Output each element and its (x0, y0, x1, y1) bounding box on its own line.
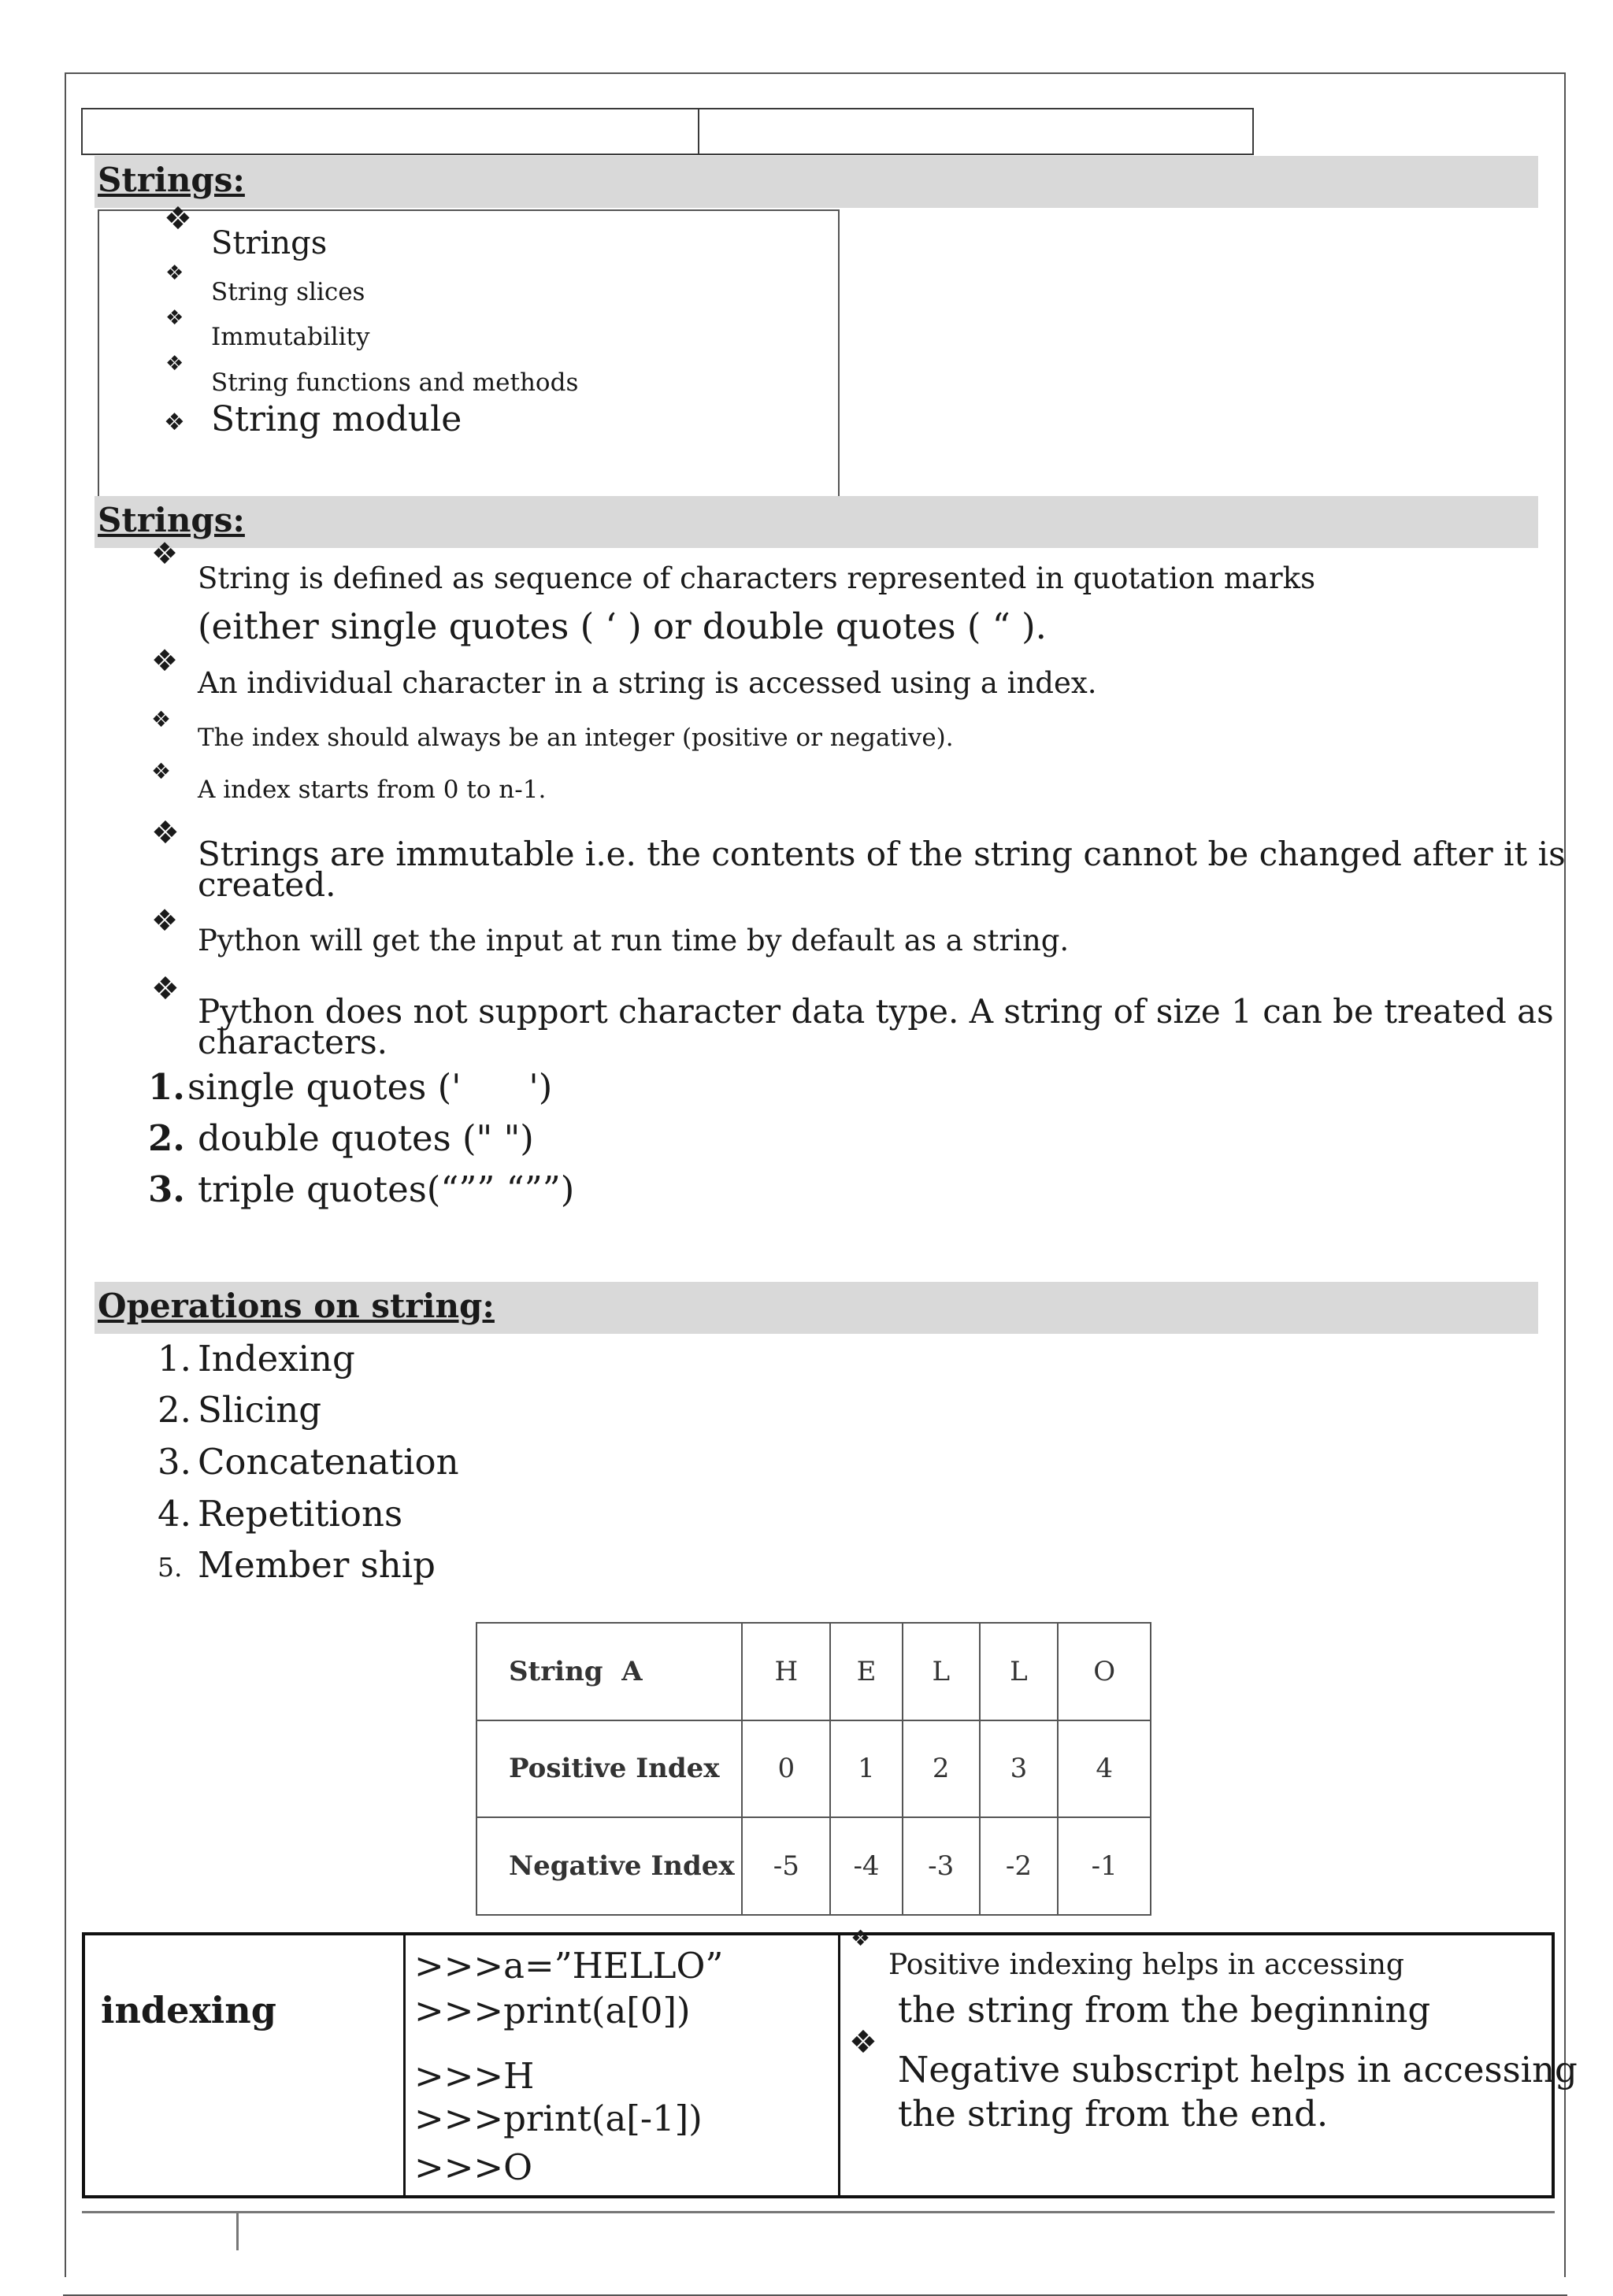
bullet-icon: ❖ (164, 201, 192, 237)
operation-item: Repetitions (198, 1493, 403, 1535)
note-text: the string from the beginning (898, 1989, 1431, 2031)
topic-item: String functions and methods (211, 368, 579, 397)
example-divider (838, 1932, 840, 2198)
page-frame-right (1564, 72, 1566, 2277)
bullet-icon: ❖ (151, 971, 180, 1007)
page-frame-top (65, 72, 1566, 74)
header-cell-right (698, 108, 1254, 155)
definition-text: Python will get the input at run time by default as a string. (198, 924, 1070, 957)
topic-item: Strings (211, 225, 328, 261)
definition-text: String is defined as sequence of characters represented in quotation marks (198, 561, 1316, 595)
definition-text: The index should always be an integer (positive or negative). (198, 724, 954, 752)
operation-number: 3. (158, 1441, 191, 1483)
example-divider (403, 1932, 406, 2198)
code-line: >>>print(a[-1]) (414, 2098, 703, 2139)
footer-divider (236, 2211, 239, 2250)
cell: 2 (903, 1720, 980, 1818)
bullet-icon: ❖ (151, 536, 179, 571)
topics-box (98, 209, 840, 498)
bullet-icon: ❖ (151, 903, 179, 938)
definition-text: characters. (198, 1023, 387, 1061)
bullet-icon: ❖ (151, 815, 180, 851)
operation-item: Slicing (198, 1389, 321, 1431)
quote-number: 1. (148, 1066, 185, 1108)
cell: L (980, 1623, 1059, 1720)
cell: 1 (830, 1720, 903, 1818)
quote-number: 3. (148, 1168, 185, 1210)
cell: 4 (1058, 1720, 1151, 1818)
cell: 3 (980, 1720, 1059, 1818)
bullet-icon: ❖ (151, 643, 179, 678)
cell: O (1058, 1623, 1151, 1720)
bullet-icon: ❖ (164, 409, 185, 436)
operation-number: 1. (158, 1338, 191, 1379)
operation-item: Indexing (198, 1338, 355, 1379)
code-line: >>>H (414, 2055, 535, 2097)
quote-type: single quotes (' ') (187, 1066, 553, 1108)
cell: H (742, 1623, 830, 1720)
index-table (476, 1622, 1151, 1916)
page-frame-left (65, 72, 66, 2277)
cell: -3 (903, 1817, 980, 1915)
operation-item: Concatenation (198, 1441, 459, 1483)
topic-item: String slices (211, 278, 365, 306)
code-line: >>>O (414, 2146, 533, 2188)
section-heading: Strings: (98, 501, 245, 539)
code-line: >>>print(a[0]) (414, 1990, 691, 2031)
section-header-bar (95, 156, 1538, 208)
cell: -1 (1058, 1817, 1151, 1915)
definition-text: Python does not support character data type. A string of size 1 can be treated as (198, 992, 1554, 1031)
definition-text: created. (198, 865, 336, 904)
cell: -4 (830, 1817, 903, 1915)
bullet-icon: ❖ (851, 1925, 871, 1951)
section-heading: Strings: (98, 161, 245, 199)
cell: E (830, 1623, 903, 1720)
bullet-icon: ❖ (165, 352, 184, 376)
row-label: String A (476, 1623, 742, 1720)
bullet-icon: ❖ (151, 758, 172, 784)
operation-number: 2. (158, 1389, 191, 1431)
definition-text: (either single quotes ( ‘ ) or double quotes ( “ ). (198, 605, 1047, 647)
quote-number: 2. (148, 1117, 185, 1159)
code-line: >>>a=”HELLO” (414, 1945, 724, 1987)
bullet-icon: ❖ (849, 2024, 877, 2061)
bullet-icon: ❖ (165, 306, 184, 330)
bullet-icon: ❖ (151, 706, 172, 732)
cell: L (903, 1623, 980, 1720)
note-text: the string from the end. (898, 2093, 1329, 2135)
cell: -5 (742, 1817, 830, 1915)
bullet-icon: ❖ (165, 261, 184, 285)
operation-item: Member ship (198, 1544, 436, 1586)
note-text: Negative subscript helps in accessing (898, 2049, 1578, 2090)
row-label: Positive Index (476, 1720, 742, 1818)
definition-text: A index starts from 0 to n-1. (198, 776, 547, 804)
index-row-positive (476, 1720, 1151, 1818)
row-label: Negative Index (476, 1817, 742, 1915)
operation-number: 4. (158, 1493, 191, 1535)
topic-item: Immutability (211, 323, 370, 351)
note-text: Positive indexing helps in accessing (888, 1949, 1404, 1981)
definition-text: An individual character in a string is accessed using a index. (198, 666, 1097, 700)
header-cell-left (81, 108, 699, 155)
operation-label: indexing (101, 1989, 276, 2031)
footer-rule (82, 2211, 1555, 2213)
operation-number: 5. (158, 1552, 183, 1583)
topic-item: String module (211, 399, 462, 439)
cell: -2 (980, 1817, 1059, 1915)
index-row-negative (476, 1817, 1151, 1915)
definition-text: Strings are immutable i.e. the contents of the string cannot be changed after it is (198, 835, 1566, 873)
cell: 0 (742, 1720, 830, 1818)
section-header-bar (95, 496, 1538, 548)
quote-type: double quotes (" ") (198, 1117, 534, 1159)
index-row-string (476, 1623, 1151, 1720)
quote-type: triple quotes(“”” “””) (198, 1168, 575, 1210)
section-heading: Operations on string: (98, 1287, 495, 1325)
